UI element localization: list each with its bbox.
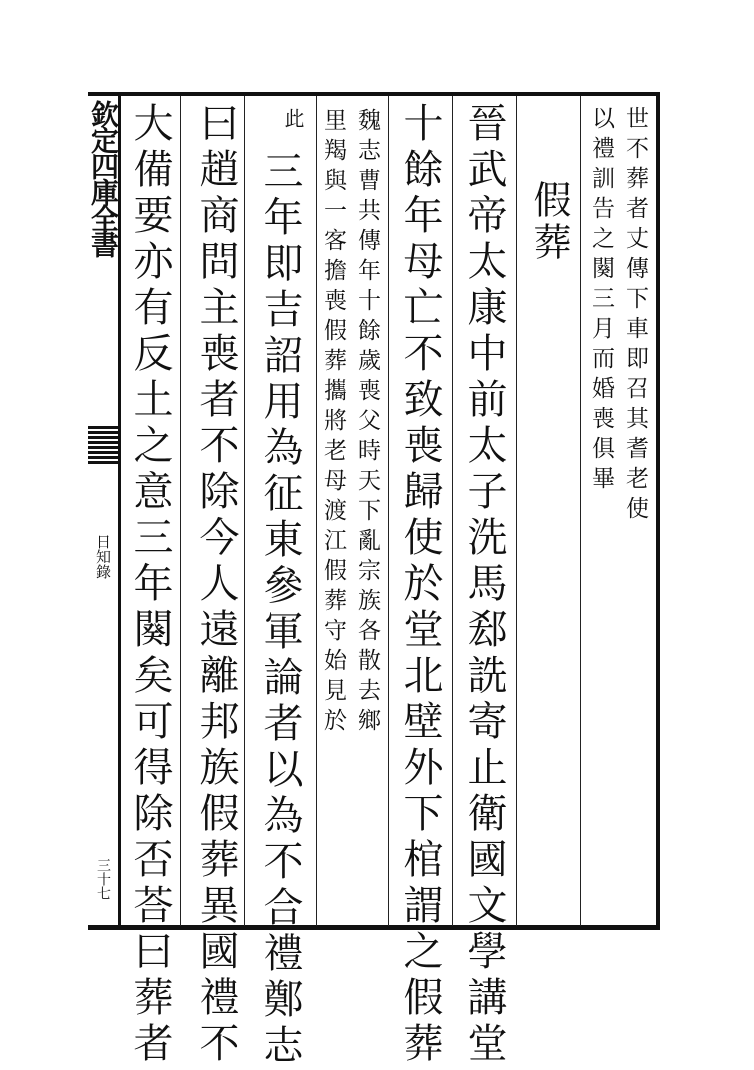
- text-column-4: 十餘年母亡不致喪歸使於堂北壁外下棺謂之假葬: [397, 102, 443, 1068]
- margin-title: 欽定四庫全書: [87, 100, 120, 256]
- column-rule: [180, 96, 181, 926]
- text-column-3: 晉武帝太康中前太子洗馬郄詵寄止衛國文學講堂: [461, 102, 507, 1068]
- annotation-column-a: 魏志曹共傳年十餘歲喪父時天下亂宗族各散去鄉: [354, 108, 380, 738]
- column-rule: [316, 96, 317, 926]
- fishtail-mark: [88, 424, 118, 464]
- text-column-6: 三年即吉詔用為征東參軍論者以為不合禮鄭志: [257, 150, 303, 1070]
- margin-column: [88, 96, 118, 926]
- margin-page-number: 三十七: [95, 858, 111, 900]
- text-column-2: 以禮訓告之闋三月而婚喪俱畢: [588, 106, 614, 496]
- section-heading: 假葬: [527, 180, 571, 264]
- column-rule: [388, 96, 389, 926]
- column-rule: [580, 96, 581, 926]
- text-column-8: 大備要亦有反土之意三年闋矣可得除否荅曰葬者: [127, 102, 173, 1068]
- annotation-column-b: 里羯與一客擔喪假葬攜將老母渡江假葬守始見於: [320, 108, 346, 738]
- column-rule: [452, 96, 453, 926]
- continuation-marker: 此: [281, 108, 305, 128]
- column-rule: [244, 96, 245, 926]
- text-column-7: 曰趙商問主喪者不除今人遠離邦族假葬異國禮不: [193, 102, 239, 1068]
- margin-book-title: 日知錄: [94, 534, 112, 579]
- text-column-1: 世不葬者丈傳下車即召其耆老使: [622, 106, 648, 526]
- column-rule: [516, 96, 517, 926]
